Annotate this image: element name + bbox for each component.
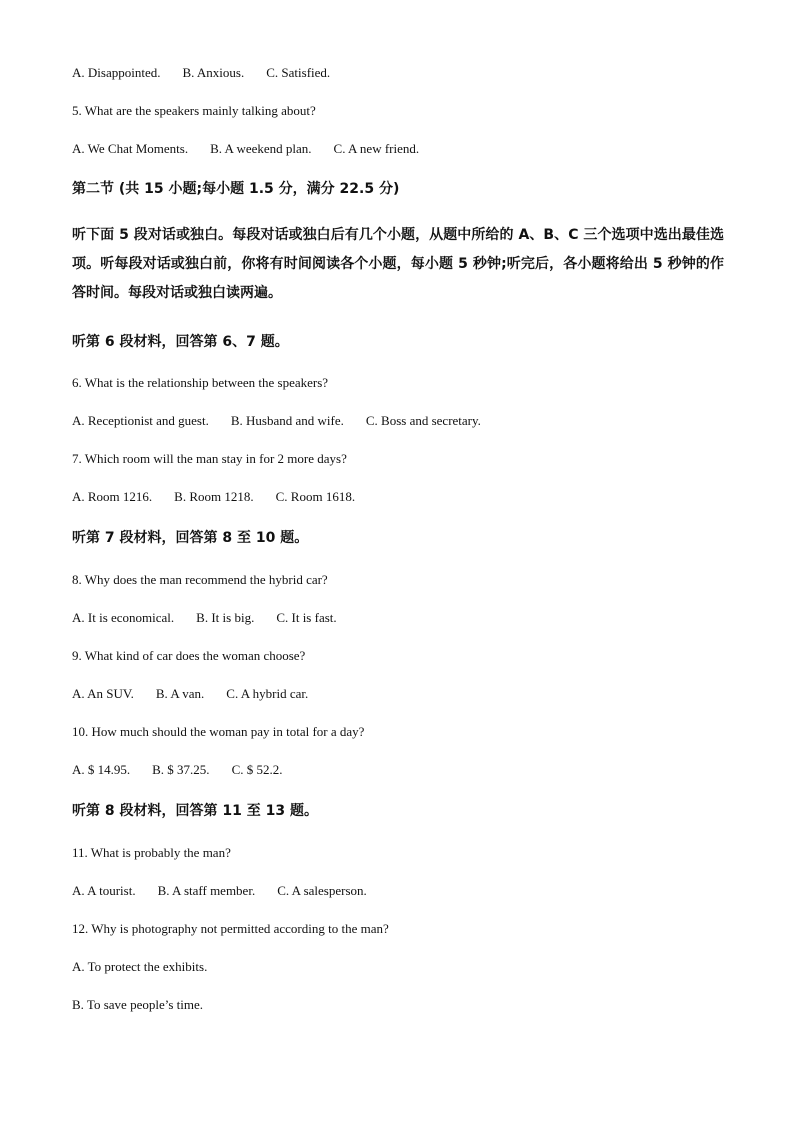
q8-option-a: A. It is economical.: [72, 610, 175, 625]
material-8-heading: 听第 8 段材料，回答第 11 至 13 题。: [72, 803, 318, 819]
q10-question: 10. How much should the woman pay in total for a day?: [72, 724, 365, 739]
q6-options: [72, 413, 481, 429]
q10-option-b: B. $ 37.25.: [152, 762, 210, 777]
q12-question: 12. Why is photography not permitted according to the man?: [72, 921, 389, 936]
q11-option-b: B. A staff member.: [157, 883, 256, 898]
q10-options: [72, 762, 282, 778]
q11-option-c: C. A salesperson.: [277, 883, 367, 898]
q7-option-a: A. Room 1216.: [72, 489, 153, 504]
q9-options: [72, 686, 308, 702]
q9-option-a: A. An SUV.: [72, 686, 134, 701]
q5-option-c: C. A new friend.: [333, 141, 420, 156]
q6-question: 6. What is the relationship between the speakers?: [72, 375, 329, 390]
section-2-instructions: 听下面 5 段对话或独白。每段对话或独白后有几个小题，从题中所给的 A、B、C 三个选项中选出最佳选项。听每段对话或独白前，你将有时间阅读各个小题，每小题 5 秒钟;听完后，各小题将给出 5 秒钟的作答时间。每段对话或独白读两遍。: [72, 227, 724, 301]
q11-options: [72, 883, 367, 899]
q4-option-b: B. Anxious.: [182, 65, 245, 80]
q8-option-b: B. It is big.: [196, 610, 255, 625]
q12-option-a: A. To protect the exhibits.: [72, 959, 208, 974]
q8-option-c: C. It is fast.: [276, 610, 337, 625]
q9-option-b: B. A van.: [155, 686, 205, 701]
q5-option-b: B. A weekend plan.: [210, 141, 312, 156]
q4-option-a: A. Disappointed.: [72, 65, 161, 80]
q10-option-a: A. $ 14.95.: [72, 762, 131, 777]
q4-option-c: C. Satisfied.: [266, 65, 331, 80]
q6-option-a: A. Receptionist and guest.: [72, 413, 209, 428]
q9-option-c: C. A hybrid car.: [226, 686, 309, 701]
q11-question: 11. What is probably the man?: [72, 845, 231, 860]
material-6-heading: 听第 6 段材料，回答第 6、7 题。: [72, 334, 289, 350]
q6-option-b: B. Husband and wife.: [230, 413, 344, 428]
q9-question: 9. What kind of car does the woman choose?: [72, 648, 306, 663]
q5-options: [72, 141, 419, 157]
q11-option-a: A. A tourist.: [72, 883, 136, 898]
q5-option-a: A. We Chat Moments.: [72, 141, 189, 156]
q10-option-c: C. $ 52.2.: [231, 762, 283, 777]
q8-question: 8. Why does the man recommend the hybrid car?: [72, 572, 328, 587]
q4-options: [72, 65, 330, 81]
q7-options: [72, 489, 355, 505]
q7-question: 7. Which room will the man stay in for 2 more days?: [72, 451, 347, 466]
q6-option-c: C. Boss and secretary.: [365, 413, 481, 428]
q7-option-c: C. Room 1618.: [275, 489, 356, 504]
material-7-heading: 听第 7 段材料，回答第 8 至 10 题。: [72, 530, 309, 546]
q8-options: [72, 610, 337, 626]
section-2-heading: 第二节 (共 15 小题;每小题 1.5 分，满分 22.5 分): [72, 181, 400, 197]
q7-option-b: B. Room 1218.: [174, 489, 254, 504]
q12-option-b: B. To save people’s time.: [72, 997, 203, 1012]
q5-question: 5. What are the speakers mainly talking about?: [72, 103, 316, 118]
